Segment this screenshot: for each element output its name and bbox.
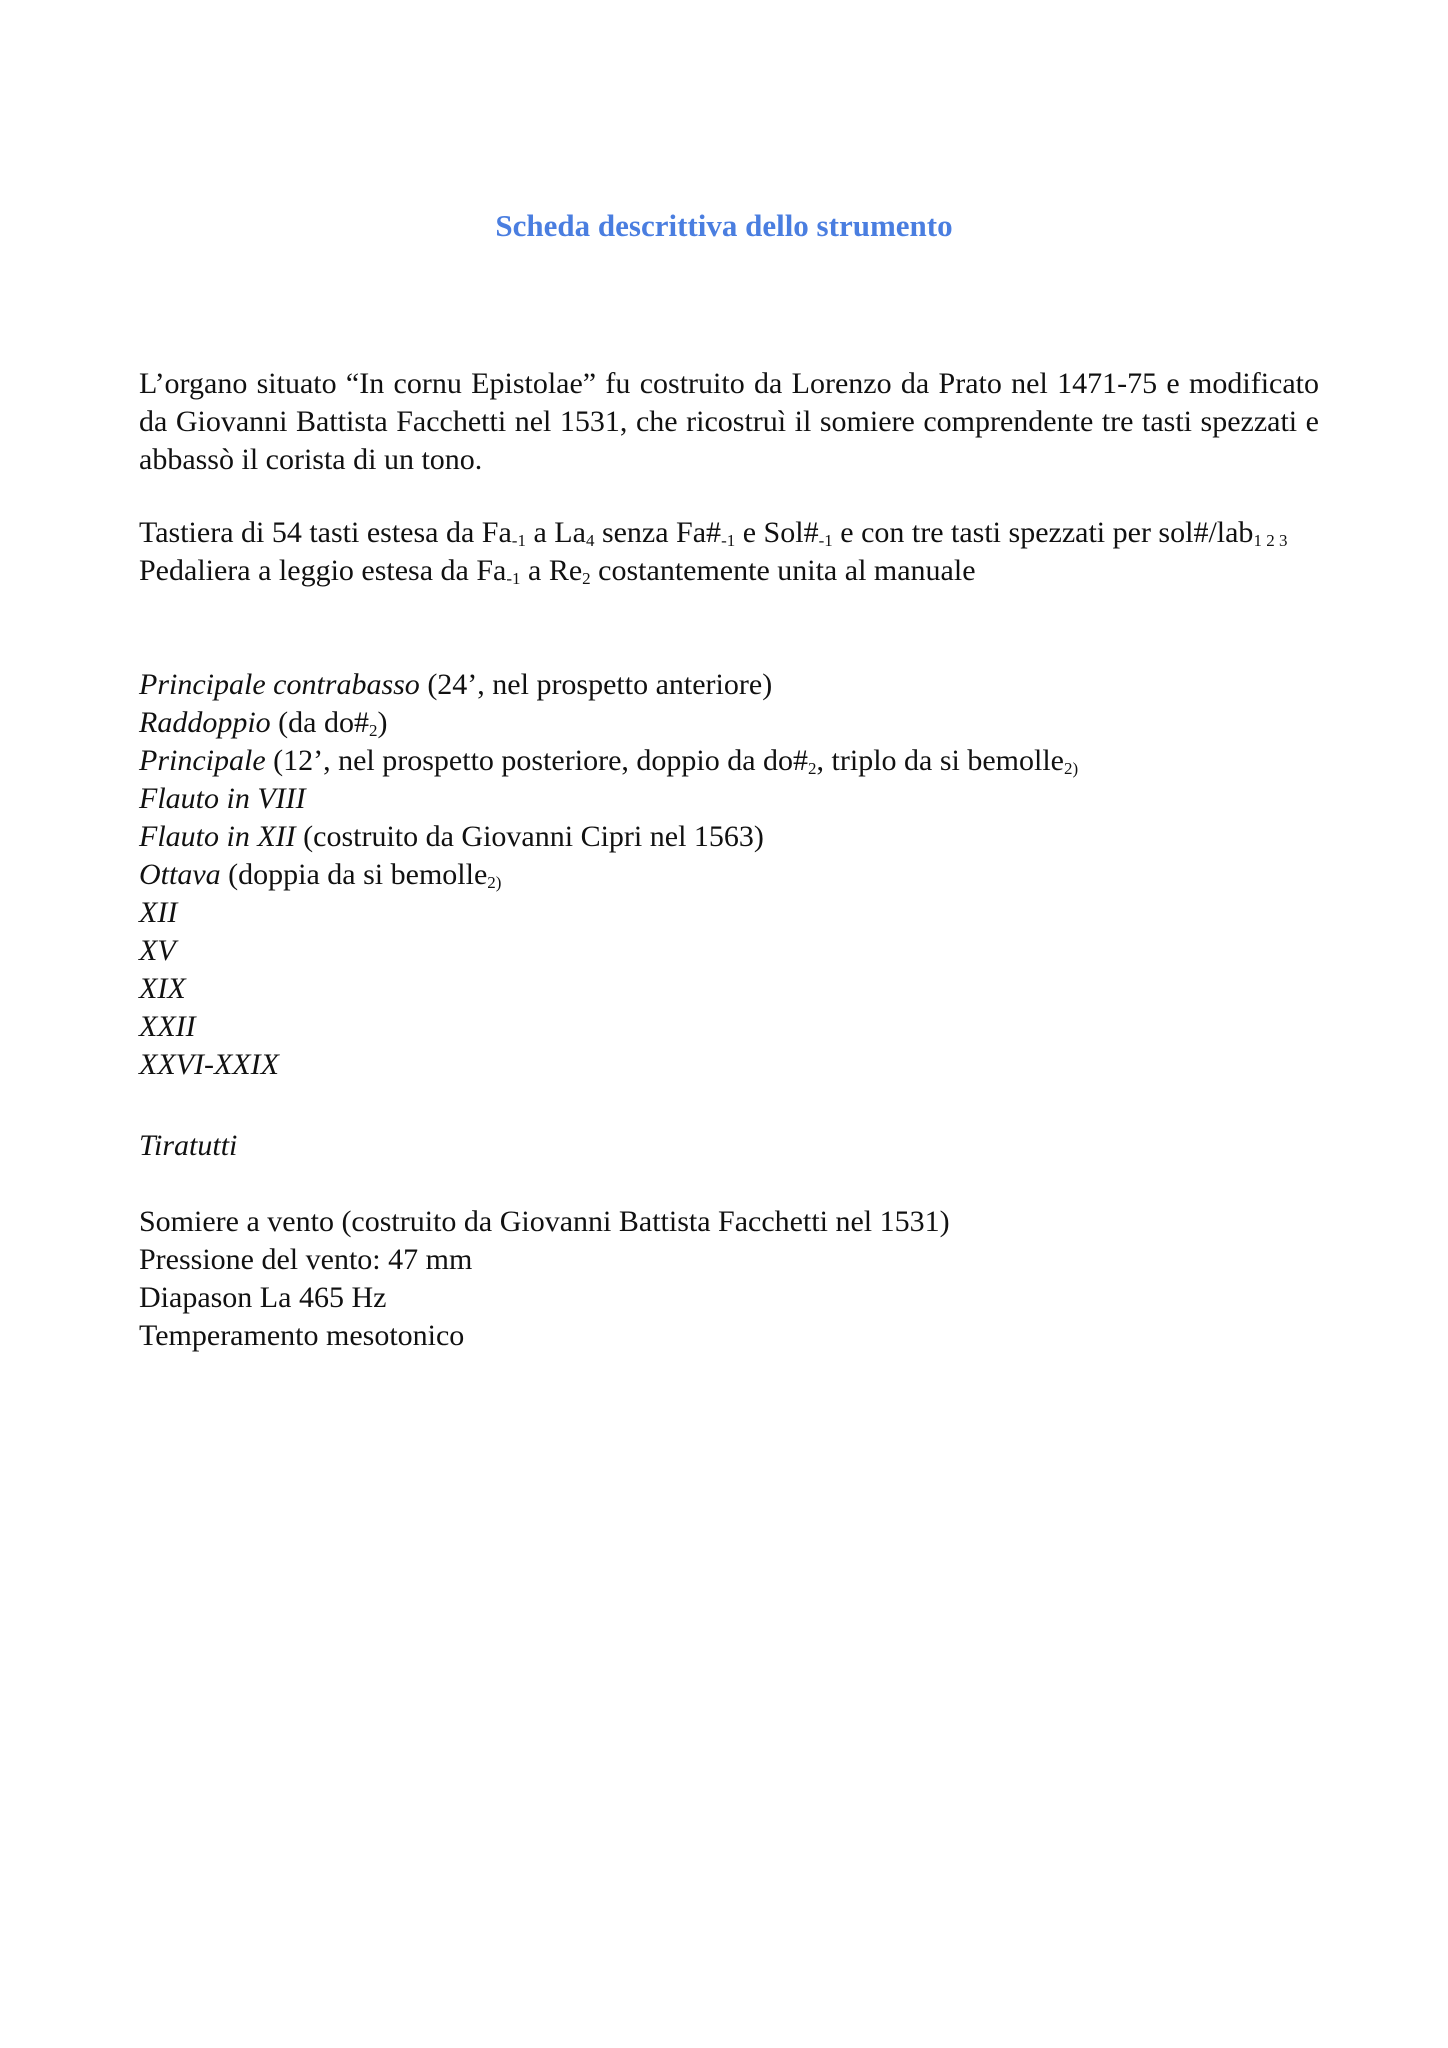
pedal-sub: -1 (506, 569, 521, 588)
wind-chest-line: Somiere a vento (costruito da Giovanni Battista Facchetti nel 1531) (139, 1205, 950, 1238)
keyboard-sub: 4 (585, 531, 595, 550)
stops-list (139, 666, 1319, 1084)
keyboard-sub: -1 (818, 531, 833, 550)
keyboard-text: Tastiera di 54 tasti estesa da Fa (139, 516, 512, 549)
keyboard-sub: -1 (511, 531, 526, 550)
pedal-text: costantemente unita al manuale (590, 554, 976, 587)
stop-sub: 2) (1064, 759, 1079, 778)
stop-item: XXII (139, 1010, 196, 1043)
stop-sub: 2 (368, 721, 378, 740)
keyboard-sub: -1 (721, 531, 736, 550)
stop-name: Ottava (139, 858, 221, 891)
stop-name: Principale contrabasso (139, 668, 420, 701)
stop-note: ) (377, 706, 388, 739)
stop-note: (12’, nel prospetto posteriore, doppio da do# (265, 744, 809, 777)
stop-sub: 2) (487, 873, 502, 892)
keyboard-text: e Sol# (735, 516, 819, 549)
keyboard-sub: 1 2 3 (1253, 531, 1288, 550)
stop-item (139, 742, 1319, 780)
stop-name: Principale (139, 744, 266, 777)
page-title: Scheda descrittiva dello strumento (495, 208, 953, 243)
stop-note: (doppia da si bemolle (220, 858, 488, 891)
pedal-sub: 2 (582, 569, 591, 588)
stop-name: Flauto in VIII (139, 782, 306, 815)
stop-sub: 2 (808, 759, 817, 778)
stop-item (139, 666, 1319, 704)
stop-item (139, 780, 1319, 818)
stop-item (139, 704, 1319, 742)
stop-name: Raddoppio (139, 706, 271, 739)
pedal-text: Pedaliera a leggio estesa da Fa (139, 554, 507, 587)
keyboard-text: e con tre tasti spezzati per sol#/lab (832, 516, 1254, 549)
stop-note: , triplo da si bemolle (816, 744, 1064, 777)
stop-note: (24’, nel prospetto anteriore) (419, 668, 773, 701)
stop-item: XXVI-XXIX (139, 1048, 279, 1081)
wind-section (139, 1203, 1319, 1355)
wind-pressure-line: Pressione del vento: 47 mm (139, 1243, 473, 1276)
stop-item: XIX (139, 972, 186, 1005)
keyboard-section (139, 514, 1319, 590)
stop-item (139, 856, 1319, 894)
pedal-line (139, 552, 1319, 590)
stop-item: XII (139, 896, 178, 929)
diapason-line: Diapason La 465 Hz (139, 1281, 387, 1314)
stop-note: (costruito da Giovanni Cipri nel 1563) (295, 820, 764, 853)
stop-note: (da do# (270, 706, 369, 739)
stop-item: XV (139, 934, 176, 967)
intro-paragraph: L’organo situato “In cornu Epistolae” fu costruito da Lorenzo da Prato nel 1471-75 e modificato da Giovanni Battista Facchetti nel 1531, che ricostruì il somiere comprendente tre tasti spezzati e abbassò il corista di un tono. (139, 367, 1319, 476)
pedal-text: a Re (520, 554, 583, 587)
stop-name: Flauto in XII (139, 820, 296, 853)
tiratutti-label: Tiratutti (139, 1129, 238, 1162)
keyboard-line (139, 514, 1319, 552)
stop-item (139, 818, 1319, 856)
keyboard-text: a La (525, 516, 586, 549)
temperament-line: Temperamento mesotonico (139, 1319, 465, 1352)
keyboard-text: senza Fa# (594, 516, 722, 549)
